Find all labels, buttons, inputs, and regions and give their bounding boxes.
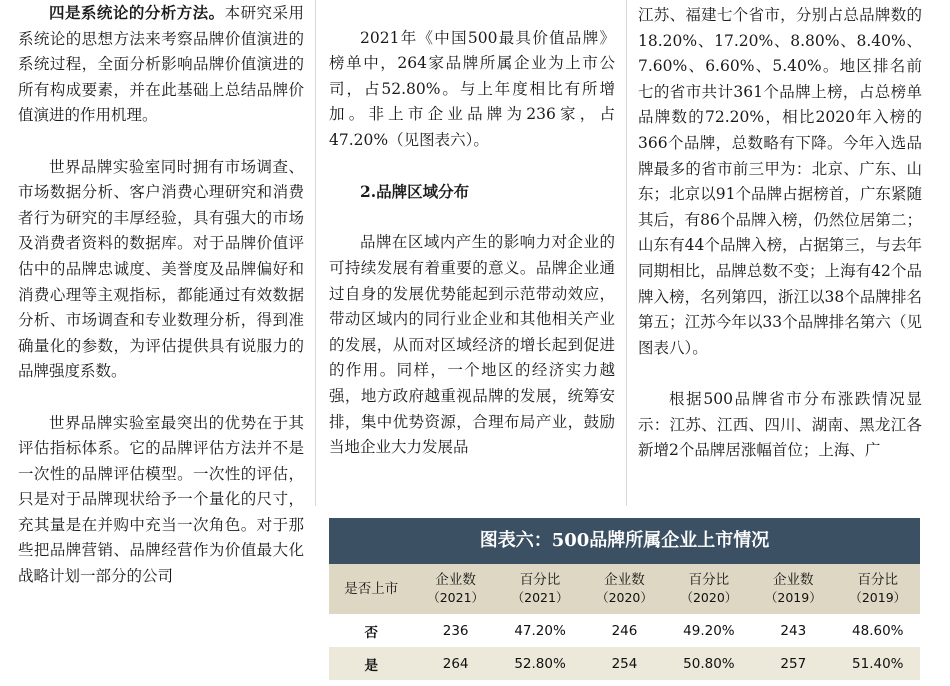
table-cell: 236 [413, 614, 497, 647]
table-cell: 49.20% [667, 614, 751, 647]
table-row [329, 647, 920, 680]
table-cell: 257 [751, 647, 835, 680]
section-heading: 2.品牌区域分布 [360, 182, 470, 202]
header-year-label: （2020） [596, 590, 653, 605]
table-header-cell [667, 564, 751, 614]
table-cell: 48.60% [836, 614, 920, 647]
table-cell: 254 [582, 647, 666, 680]
header-year-label: （2021） [427, 590, 485, 605]
table-cell: 51.40% [836, 647, 920, 680]
text-column-left [18, 0, 304, 686]
paragraph-regional-distribution: 品牌在区域内产生的影响力对企业的可持续发展有着重要的意义。品牌企业通过自身的发展优势能起到示范带动效应，带动区域内的同行业企业和其他相关产业的发展，从而对区域经济的增长起到促进的作用。同样，一个地区的经济实力越强，地方政府越重视品牌的发展，统筹安排，集中优势资源，合理布局产业，鼓励当地企业大力发展品 [329, 233, 615, 457]
header-main-label: 企业数 [773, 572, 814, 588]
column-divider-left [315, 0, 316, 506]
table-header-cell [498, 564, 582, 614]
listing-table [329, 564, 920, 680]
paragraph-lead: 四是系统论的分析方法。 [49, 3, 225, 22]
table-cell: 264 [413, 647, 497, 680]
column-divider-right [626, 0, 627, 506]
table-cell: 243 [751, 614, 835, 647]
header-main-label: 企业数 [435, 572, 476, 588]
table-header-cell [329, 564, 413, 614]
paragraph-lab-advantage: 世界品牌实验室最突出的优势在于其评估指标体系。它的品牌评估方法并不是一次性的品牌评估模型。一次性的评估，只是对于品牌现状给予一个量化的尺寸，充其量是在并购中充当一次角色。对于那些把品牌营销、品牌经营作为价值最大化战略计划一部分的公司 [18, 413, 304, 586]
header-main-label: 百分比 [857, 572, 899, 588]
row-label-cell: 否 [329, 614, 413, 647]
listing-table-figure [329, 518, 920, 682]
table-header-cell [836, 564, 920, 614]
header-main-label: 是否上市 [344, 580, 399, 597]
header-year-label: （2020） [680, 590, 738, 605]
table-cell: 47.20% [498, 614, 582, 647]
table-row [329, 614, 920, 647]
header-year-label: （2019） [764, 590, 822, 605]
table-header-cell [413, 564, 497, 614]
paragraph-systems-method [18, 0, 304, 129]
text-column-right [638, 3, 922, 509]
table-header-cell [751, 564, 835, 614]
header-year-label: （2021） [511, 590, 569, 605]
paragraph-province-changes: 根据500品牌省市分布涨跌情况显示：江苏、江西、四川、湖南、黑龙江各新增2个品牌居涨幅首位；上海、广 [638, 389, 922, 460]
table-cell: 246 [582, 614, 666, 647]
table-cell: 52.80% [498, 647, 582, 680]
table-cell: 50.80% [667, 647, 751, 680]
header-year-label: （2019） [849, 590, 907, 605]
paragraph-province-stats: 江苏、福建七个省市，分别占总品牌数的18.20%、17.20%、8.80%、8.40%、7.60%、6.60%、5.40%。地区排名前七的省市共计361个品牌上榜，占总榜单品牌数的72.20%，相比2020年入榜的366个品牌，总数略有下降。今年入选品牌最多的省市前三甲为：北京、广东、山东；北京以91个品牌占据榜首，广东紧随其后，有86个品牌入榜，仍然位居第二；山东有44个品牌入榜，占据第三，与去年同期相比，品牌总数不变；上海有42个品牌入榜，名列第四，浙江以38个品牌排名第五；江苏今年以33个品牌排名第六（见图表八）。 [638, 6, 922, 357]
row-label-cell: 是 [329, 647, 413, 680]
table-title: 图表六：500品牌所属企业上市情况 [329, 518, 920, 564]
text-column-middle [329, 0, 615, 506]
header-main-label: 百分比 [688, 572, 730, 588]
header-main-label: 企业数 [604, 572, 645, 588]
header-main-label: 百分比 [519, 572, 561, 588]
table-header-cell [582, 564, 666, 614]
paragraph-listed-companies: 2021年《中国500最具价值品牌》榜单中，264家品牌所属企业为上市公司，占52.80%。与上年度相比有所增加。非上市企业品牌为236家，占47.20%（见图表六）。 [329, 28, 615, 149]
table-body [329, 614, 920, 680]
paragraph-lab-experience: 世界品牌实验室同时拥有市场调查、市场数据分析、客户消费心理研究和消费者行为研究的丰厚经验，具有强大的市场及消费者资料的数据库。对于品牌价值评估中的品牌忠诚度、美誉度及品牌偏好和消费心理等主观指标，都能通过有效数据分析、市场调查和专业数理分析，得到准确量化的参数，为评估提供具有说服力的品牌强度系数。 [18, 157, 304, 381]
paragraph-body: 本研究采用系统论的思想方法来考察品牌价值演进的系统过程，全面分析影响品牌价值演进的所有构成要素，并在此基础上总结品牌价值演进的作用机理。 [18, 4, 304, 125]
table-header-row [329, 564, 920, 614]
